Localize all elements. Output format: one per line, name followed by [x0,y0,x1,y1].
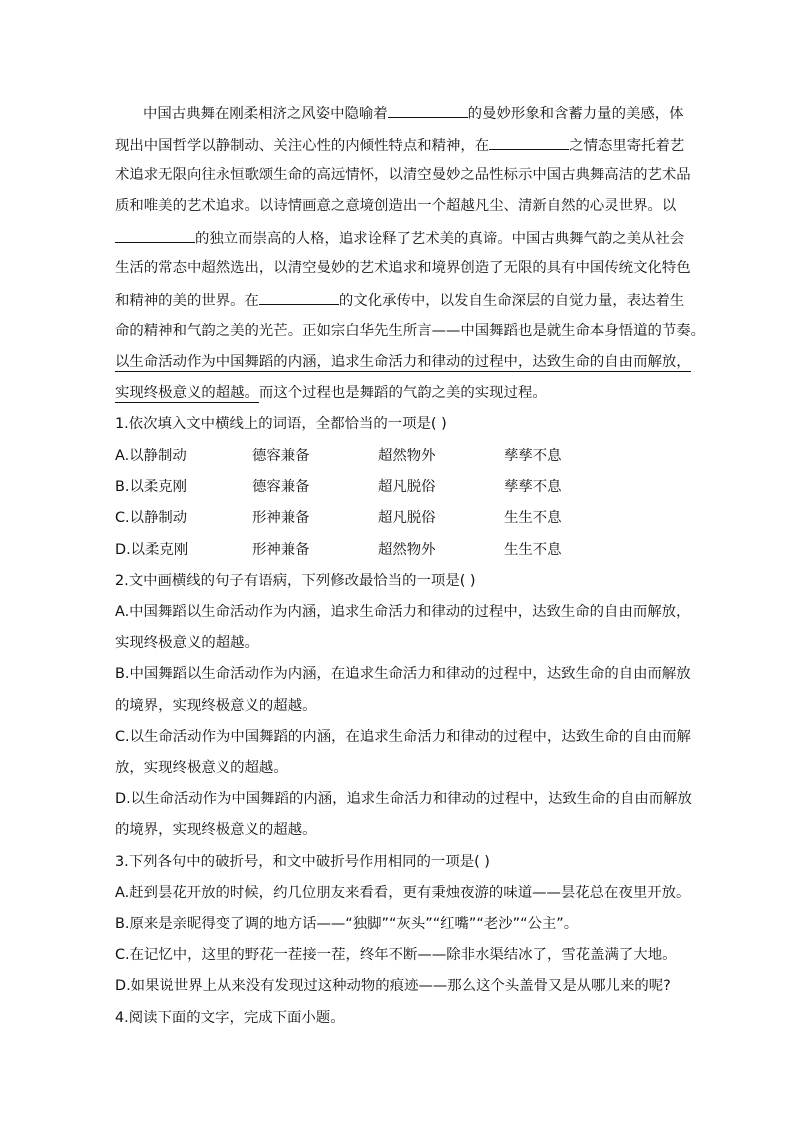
q1-option-a-col3: 超然物外 [378,448,436,464]
q2-option-b-cont: 的境界，实现终极意义的超越。 [115,698,317,714]
q1-option-b-col1: B.以柔克刚 [115,479,188,495]
q2-option-c-cont: 放，实现终极意义的超越。 [115,760,288,776]
underlined-sentence: 实现终极意义的超越。 [115,385,259,401]
underlined-sentence: 以生命活动作为中国舞蹈的内涵，追求生命活力和律动的过程中，达致生命的自由而解放， [115,354,691,370]
fill-blank-3 [115,227,195,243]
q1-option-b-col2: 德容兼备 [252,479,310,495]
question-2-stem: 2.文中画横线的句子有语病，下列修改最恰当的一项是( ) [115,573,476,589]
passage-line-1 [143,102,684,124]
q1-option-d-col3: 超然物外 [378,542,436,558]
passage-text: 而这个过程也是舞蹈的气韵之美的实现过程。 [258,385,547,401]
passage-line-9 [115,352,691,372]
q2-option-d-cont: 的境界，实现终极意义的超越。 [115,822,317,838]
q3-option-c: C.在记忆中，这里的野花一茬接一茬，终年不断——除非水渠结冰了，雪花盖满了大地。 [115,947,677,963]
q1-option-d-col1: D.以柔克刚 [115,542,189,558]
q1-option-a-col1: A.以静制动 [115,448,187,464]
q2-option-b: B.中国舞蹈以生命活动作为内涵，在追求生命活力和律动的过程中，达致生命的自由而解放 [115,666,691,682]
passage-line-5 [115,227,684,249]
question-1-stem: 1.依次填入文中横线上的词语，全都恰当的一项是( ) [115,416,447,432]
q1-option-b-col4: 孳孳不息 [504,479,562,495]
fill-blank-2 [489,134,569,150]
fill-blank-4 [259,289,339,305]
passage-text: 中国古典舞在刚柔相济之风姿中隐喻着 [143,106,388,122]
q1-option-c-col2: 形神兼备 [252,510,310,526]
q2-option-a-cont: 实现终极意义的超越。 [115,635,259,651]
q1-option-a-col4: 孳孳不息 [504,448,562,464]
passage-text: 和精神的美的世界。在 [115,293,259,309]
passage-line-8: 命的精神和气韵之美的光芒。正如宗白华先生所言——中国舞蹈也是就生命本身悟道的节奏。 [115,323,706,339]
fill-blank-1 [388,102,468,118]
passage-text: 的曼妙形象和含蓄力量的美感，体 [467,106,684,122]
question-4-stem: 4.阅读下面的文字，完成下面小题。 [115,1010,345,1026]
passage-text: 的文化承传中，以发自生命深层的自觉力量，表达着生 [338,293,685,309]
q1-option-c-col4: 生生不息 [504,510,562,526]
passage-line-4: 质和唯美的艺术追求。以诗情画意之意境创造出一个超越凡尘、清新自然的心灵世界。以 [115,198,677,214]
q3-option-d: D.如果说世界上从来没有发现过这种动物的痕迹——那么这个头盖骨又是从哪儿来的呢? [115,978,671,994]
q1-option-c-col1: C.以静制动 [115,510,188,526]
q1-option-d-col4: 生生不息 [504,542,562,558]
passage-line-7 [115,289,684,311]
question-3-stem: 3.下列各句中的破折号，和文中破折号作用相同的一项是( ) [115,854,490,870]
passage-text: 之情态里寄托着艺 [569,138,685,154]
passage-text: 现出中国哲学以静制动、关注心性的内倾性特点和精神，在 [115,138,490,154]
q2-option-a: A.中国舞蹈以生命活动作为内涵，追求生命活力和律动的过程中，达致生命的自由而解放， [115,604,691,620]
q2-option-d: D.以生命活动作为中国舞蹈的内涵，追求生命活力和律动的过程中，达致生命的自由而解放 [115,791,692,807]
q1-option-b-col3: 超凡脱俗 [378,479,436,495]
passage-line-3: 术追求无限向往永恒歌颂生命的高远情怀，以清空曼妙之品性标示中国古典舞高洁的艺术品 [115,167,691,183]
q3-option-b: B.原来是亲昵得变了调的地方话——“独脚”“灰头”“红嘴”“老沙”“公主”。 [115,916,579,932]
q3-option-a: A.赶到昙花开放的时候，约几位朋友来看看，更有秉烛夜游的味道——昙花总在夜里开放。 [115,885,691,901]
passage-text: 的独立而崇高的人格，追求诠释了艺术美的真谛。中国古典舞气韵之美从社会 [195,231,685,247]
q1-option-c-col3: 超凡脱俗 [378,510,436,526]
q1-option-d-col2: 形神兼备 [252,542,310,558]
passage-line-2 [115,134,684,156]
passage-line-10 [115,383,547,403]
q1-option-a-col2: 德容兼备 [252,448,310,464]
q2-option-c: C.以生命活动作为中国舞蹈的内涵，在追求生命活力和律动的过程中，达致生命的自由而解 [115,729,691,745]
passage-line-6: 生活的常态中超然选出，以清空曼妙的艺术追求和境界创造了无限的具有中国传统文化特色 [115,260,691,276]
